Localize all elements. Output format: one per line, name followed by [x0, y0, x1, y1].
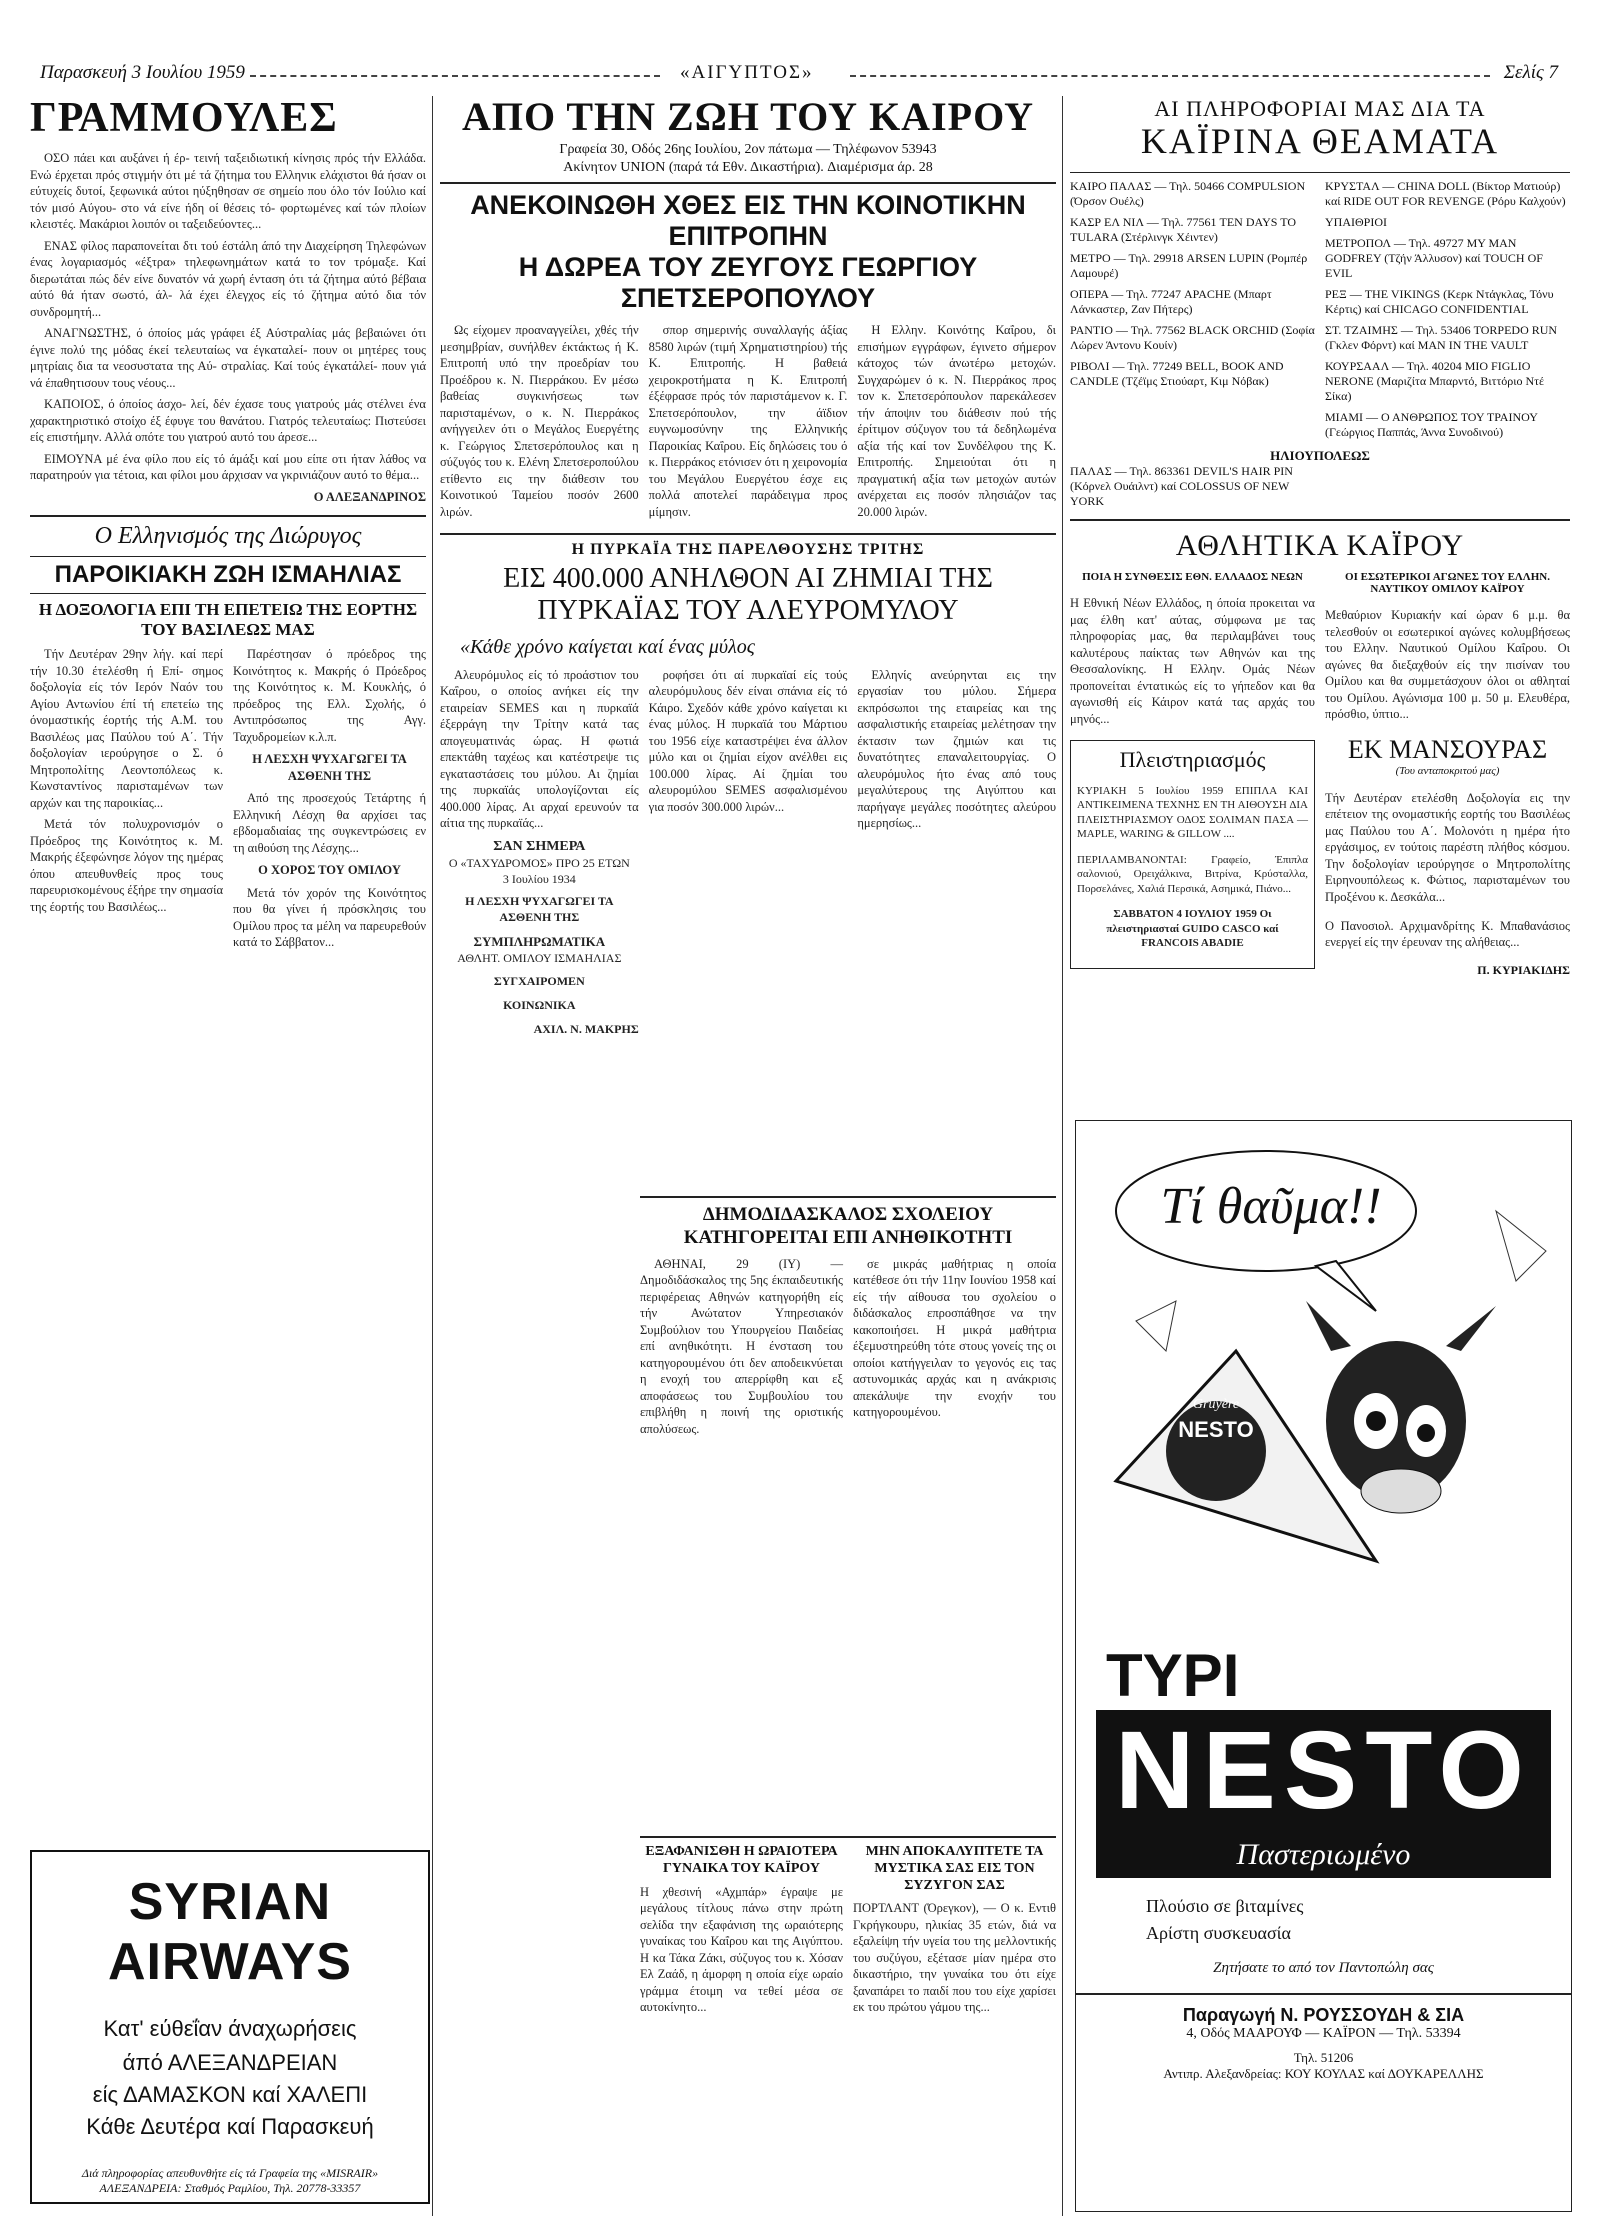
column-left	[30, 96, 426, 1836]
column-rule	[1062, 96, 1063, 2216]
ad-feature: Πλούσιο σε βιταμίνες	[1146, 1896, 1304, 1916]
cinema-item: ΡΕΞ — THE VIKINGS (Κερκ Ντάγκλας, Τόνυ Κέρτις) καί CHICAGO CONFIDENTIAL	[1325, 286, 1554, 316]
column-right	[1070, 96, 1570, 1116]
sports-body	[1070, 571, 1570, 979]
masthead-rule-left	[250, 75, 660, 77]
paragraph: σε μικράς μαθήτριας η οποία κατέθεσε ότι τήν 11ην Ιουνίου 1958 καί είς τήν αίθουσα του σχολείου ο διδάσκαλος επροσπάθησε να την κακοποιήσει. Η μικρά μαθήτρια έξεμυστηρεύθη τότε στους γονείς της οι οποίοι κατήγγειλαν το γεγονός εις τας αστυνομικάς αρχάς και η ανάκρισις απεκάλυψε την ενοχήν του κατηγορουμένου.	[853, 1256, 1056, 1420]
paragraph: ΠΟΡΤΛΑΝΤ (Όρεγκον), — Ο κ. Εντιθ Γκρήγκουρυ, ηλικίας 35 ετών, διά να εξαλείψη τήν υγεία του της μελλοντικής του συζύγου, εξέτασε μίαν ημέρα στο δικαστήριο, την γυναίκα του ότι είχε ξαναπάρει το παιδί που του είχε χαρίσει εκ του πρώτου γάμου της...	[853, 1901, 1056, 2015]
cinema-item: ΚΡΥΣΤΑΛ — CHINA DOLL (Βίκτορ Ματιούρ) καί RIDE OUT FOR REVENGE (Ρόρυ Καλχούν)	[1325, 178, 1566, 208]
subheading: ΣΥΓΧΑΙΡΟΜΕΝ	[493, 974, 585, 989]
ad-brand: NESTO	[1096, 1710, 1551, 1832]
masthead	[40, 62, 1558, 88]
paragraph: Ως είχομεν προαναγγείλει, χθές τήν μεσημβρίαν, συνήλθεν έκτάκτως ή Κ. Επιτροπή υπό την προεδρίαν του Προέδρου κ. Ν. Πιερράκου. Εν μέσω βαθείας συγκινήσεως των παρισταμένων, ο κ. Ν. Πιερράκος ανήγγειλεν ότι ο Μεγάλος Ευεργέτης κ. Γεώργιος Σπετσερόπουλος και η σύζυγός του κ. Ελένη Σπετσεροπούλου ετίθεντο εις την διάθεσιν του Κοινοτικού Ταμείου ποσόν 2600 λιρών.	[440, 323, 639, 519]
paragraph: Από της προσεχούς Τετάρτης ή Ελληνική Λέσχη θα αρχίσει τας εβδομαδιαίας της συγκεντρώσεις εν τη αιθούση της Λέσχης...	[233, 791, 426, 855]
cinema-head: ΑΙ ΠΛΗΡΟΦΟΡΙΑΙ ΜΑΣ ΔΙΑ ΤΑ	[1154, 96, 1486, 121]
cinema-title: ΚΑΪΡΙΝΑ ΘΕΑΜΑΤΑ	[1140, 121, 1500, 161]
cinema-listings	[1070, 172, 1570, 446]
paragraph: σπορ σημερινής συναλλαγής άξίας 8580 λιρών (τιμή Χρηματιστηρίου) τής Κ. Επιτροπής. Η βαθειά χειροκροτήματα η Κ. Επιτροπή έξέφρασε πρός τόν παριστάμενον κ. Γ. Σπετσερόπουλον, την άϊδιον ευγνωμοσύνην της Ελληνικής Παροικίας Καΐρου. Είς δηλώσεις του ό κ. Πιερράκος ετόνισεν ότι η χειρονομία του Μεγάλου Ευεργέτου έσχε εις πολλά αποτελεί παράδειγμα προς μίμησιν.	[648, 323, 848, 519]
ad-producer	[1076, 1993, 1571, 2082]
masthead-rule-right	[850, 75, 1490, 77]
cinema-item: ΣΤ. ΤΖΑΙΜΗΣ — Τηλ. 53406 TORPEDO RUN (Γκλεν Φόρντ) καί MAN IN THE VAULT	[1325, 322, 1558, 352]
paragraph: ΣΑΒΒΑΤΟΝ 4 ΙΟΥΛΙΟΥ 1959 Οι πλειστηριασταί GUIDO CASCO καί FRANCOIS ABADIE	[1106, 908, 1279, 950]
article-secrets	[853, 1844, 1056, 2028]
paragraph: Η χθεσινή «Αχμπάρ» έγραψε με μεγάλους τίτλους πάνω στην πρώτη σελίδα την εξαφάνιση της ωραιότερης γυναίκας του Καΐρου και της Αιγύπτου. Η κα Τάκα Ζάκι, σύζυγος του κ. Χόσαν Ελ Ζαάδ, η άμορφη η οποία είχε ωραίο γράμμα έτοιμη να τεθεί μέσα σε αυτοκίνητο...	[640, 1884, 843, 2015]
article-dorea	[440, 182, 1056, 525]
paragraph: Τήν Δευτέραν ετελέσθη Δοξολογία εις την επέτειον της ονομαστικής εορτής του Βασιλέως μας Παύλου του Α΄. Μολονότι η ημέρα ήτο εργάσιμος, εν τούτοις παρέστη πλήθος κόσμου. Την δοξολογίαν ιερούργησε ο Μητροπολίτης Ειρηνουπόλεως κ. Φώτιος, παρισταμένων του Προξένου κ. Δεσκάλα...	[1325, 790, 1570, 904]
text-column	[1070, 571, 1315, 979]
cinema-item: ΚΑΣΡ ΕΛ ΝΙΛ — Τηλ. 77561 TEN DAYS TO TULARA (Στέρλινγκ Χέιντεν)	[1070, 214, 1296, 244]
text-column	[440, 667, 639, 1038]
ad-tel: Τηλ. 51206	[1293, 2050, 1354, 2065]
cinema-list-right	[1325, 179, 1570, 446]
text-column	[857, 667, 1056, 1038]
column-rule	[432, 96, 433, 2216]
cinema-item: ΜΕΤΡΟ — Τηλ. 29918 ARSEN LUPIN (Ρομπέρ Λαμουρέ)	[1070, 250, 1308, 280]
cinema-item: ΡΑΝΤΙΟ — Τηλ. 77562 BLACK ORCHID (Σοφία Λώρεν Άντονυ Κουίν)	[1070, 322, 1315, 352]
subheading: ΣΥΜΠΛΗΡΩΜΑΤΙΚΑ	[473, 934, 606, 950]
paragraph: ΚΥΡΙΑΚΗ 5 Ιουλίου 1959 ΕΠΙΠΛΑ ΚΑΙ ΑΝΤΙΚΕΙΜΕΝΑ ΤΕΧΝΗΣ ΕΝ ΤΗ ΑΙΘΟΥΣΗ ΔΙΑ ΠΛΕΙΣΤΗΡΙΑΣΜΟΥ ΟΔΟΣ ΣΟΛΙΜΑΝ ΠΑΣΑ — MAPLE, WARING & GILLOW ....	[1077, 784, 1308, 841]
masthead-paper: «ΑΙΓΥΠΤΟΣ»	[680, 62, 814, 83]
article-headline: ΑΝΕΚΟΙΝΩΘΗ ΧΘΕΣ ΕΙΣ ΤΗΝ ΚΟΙΝΟΤΙΚΗΝ ΕΠΙΤΡΟΠΗΝ	[470, 190, 1026, 252]
ad-representative: Αντιπρ. Αλεξανδρείας: ΚΟΥ ΚΟΥΛΑΣ καί ΔΟΥΚΑΡΕΛΛΗΣ	[1163, 2066, 1484, 2081]
sports-title: ΑΘΛΗΤΙΚΑ ΚΑΪΡΟΥ	[1175, 528, 1465, 562]
paragraph: ΑΝΑΓΝΩΣΤΗΣ, ό όποίος μάς γράφει έξ Αύστραλίας μάς βεβαιώνει ότι έγινε πολύ της μόδας έκεί τελευταίως να έγκαταλεί- πουν οι μητέρες τους μητρίαις δια τα νεοσυστατα της Αύ- στραλίας. Καί τούς έγκατάλεί- πουν γιά νά έπαθητισουν τους νέους...	[30, 326, 426, 390]
paragraph: Αλευρόμυλος είς τό προάστιον του Καΐρου, ο οποίος ανήκει είς την εταιρείαν SEMES και η πυρκαϊά έξερράγη την Τρίτην κατά τας απογευματινάς ώρας. Η φωτιά επεκτάθη ταχέως και κατέστρεψε τις εγκαταστάσεις του μύλου. Αι ζημίαι της πυρκαϊάς υπολογίζονται είς 400.000 λίρας. Αι αρχαί ερευνούν τα αίτια της πυρκαϊάς...	[440, 667, 639, 831]
ad-pasteurized: Παστεριωμένο	[1096, 1832, 1551, 1878]
ad-footer: Διά πληροφορίας απευθυνθήτε είς τά Γραφεία της «MISRAIR» ΑΛΕΞΑΝΔΡΕΙΑ: Σταθμός Ραμλίου, Τηλ. 20778-33357	[81, 2166, 379, 2195]
signature: ΑΧΙΛ. Ν. ΜΑΚΡΗΣ	[533, 1021, 639, 1036]
article-vanished	[640, 1844, 843, 2028]
cinema-item: ΠΑΛΑΣ — Τηλ. 863361 DEVIL'S HAIR PIN (Κόρνελ Ουάιλντ) καί COLOSSUS OF NEW YORK	[1070, 463, 1293, 508]
cinema-item: ΥΠΑΙΘΡΙΟΙ	[1325, 214, 1387, 229]
paragraph: Η Εθνική Νέων Ελλάδος, η όποία προκειται να μας έλθη κατ' αύτας, σύμφωνα με τας πληροφορίας μας, θα περιλαμβάνει τους καλυτέρους παίκτας των Αθηνών και της Θεσσαλονίκης. Η Ελλην. Ομάς Νέων προπονείται έντατικώς είς το γήπεδον και θα αγωνισθή είς Κάιρον κατά τας αρχάς του μηνός...	[1070, 596, 1315, 726]
cinema-item: ΜΕΤΡΟΠΟΛ — Τηλ. 49727 MY MAN GODFREY (Τζήν Άλλυσον) καί TOUCH OF EVIL	[1325, 235, 1543, 280]
cinema-item: ΚΟΥΡΣΑΑΛ — Τηλ. 40204 MIO FIGLIO NERONE (Μαριζίτα Μπαρντό, Βιττόριο Ντέ Σίκα)	[1325, 358, 1545, 403]
column-middle	[440, 96, 1056, 2214]
paragraph: ΕΙΜΟΥΝΑ μέ ένα φίλο που είς τό άμάξι καί μου είπε οτι ήταν λάθος να παρατηρούν για τέτοια, και φίλοι μου άρχισαν να γκρινιάζουν αυτό το θέμα...	[30, 451, 426, 483]
article-headline: ΜΗΝ ΑΠΟΚΑΛΥΠΤΕΤΕ ΤΑ ΜΥΣΤΙΚΑ ΣΑΣ ΕΙΣ ΤΟΝ ΣΥΖΥΓΟΝ ΣΑΣ	[865, 1844, 1044, 1893]
cheese-brand: NESTO	[1178, 1417, 1254, 1442]
ad-tyri: ΤΥΡΙ	[1106, 1642, 1240, 1709]
signature: Ο ΑΛΕΞΑΝΔΡΙΝΟΣ	[313, 489, 426, 504]
paragraph: ροφήσει ότι αί πυρκαϊαί είς τούς αλευρόμυλους δέν είναι σπάνια είς τό Κάιρο. Σχεδόν κάθε χρόνο καίγεται κι ένας μύλος. Η πυρκαϊά του Μάρτιου του 1956 είχε καταστρέψει ένα άλλον μύλο και οι ζημίαι είχον ανέλθει εις 100.000 λίρας. Αί ζημίαι του αλευρομύλου SEMES ασφαλισμένου για ποσόν 300.000 λιρών...	[648, 667, 848, 814]
cinema-subheading: ΗΛΙΟΥΠΟΛΕΩΣ	[1270, 447, 1370, 463]
ad-brand: SYRIAN AIRWAYS	[108, 1873, 352, 1991]
paragraph: Μετά τόν χορόν της Κοινότητος που θα γίνει ή πρόσκλησις του Ομίλου προς τα μέλη να παρευρεθούν κατά το Σάββατον...	[233, 885, 426, 950]
paragraph: ΑΘΗΝΑΙ, 29 (ΙΥ) — Δημοδιδάσκαλος της 5ης έκπαιδευτικής περιφέρειας Αθηνών κατηγορήθη είς τήν Ανώτατον Υπηρεσιακόν Συμβούλιον του Υπουργείου Παιδείας επί ανηθικότητι. Η ένσταση του κατηγορουμένου ότι δεν αποδεικνύεται η ενοχή του απερρίφθη και εξ αποφάσεως του Συμβουλίου του επιβλήθη η ποινή της οριστικής απολύσεως.	[640, 1256, 843, 1436]
paragraph: Μεθαύριον Κυριακήν καί ώραν 6 μ.μ. θα τελεσθούν οι εσωτερικοί αγώνες κολυμβήσεως του Ελλην. Ναυτικού Ομίλου Καΐρου. Οι αγώνες θα διεξαχθούν είς την πισίναν του Ομίλου και θα συμμετάσχουν όλοι οι αθληταί του Ομίλου. Αγώνισμα 100 μ. 50 μ. Ελευθέρα, πρόσθιο, ύπτιο...	[1325, 608, 1570, 722]
subheading: ΠΟΙΑ Η ΣΥΝΘΕΣΙΣ ΕΘΝ. ΕΛΛΑΔΟΣ ΝΕΩΝ	[1082, 570, 1303, 583]
paragraph: ΚΑΠΟΙΟΣ, ό όποίος άσχο- λεί, δέν έχασε τους γιατρούς μάς στέλνει ένα χαρακτηριστικό στοίχο έξ έφυγε του θανάτου. Γιατρός τελευταίως: Πιστεύσει είς επιστήμην. Αλλά οπότε του γιατρού αυτό του άρεσε...	[30, 397, 426, 445]
article-fire	[440, 533, 1056, 1038]
subheading: Η ΛΕΣΧΗ ΨΥΧΑΓΩΓΕΙ ΤΑ ΑΣΘΕΝΗ ΤΗΣ	[252, 752, 407, 783]
text-column	[1325, 571, 1570, 979]
section-ismailia	[30, 515, 426, 951]
column-text	[30, 646, 426, 951]
article-headline: ΔΗΜΟΔΙΔΑΣΚΑΛΟΣ ΣΧΟΛΕΙΟΥ ΚΑΤΗΓΟΡΕΙΤΑΙ ΕΠΙ ΑΝΗΘΙΚΟΤΗΤΙ	[683, 1204, 1013, 1248]
section-title: ΑΠΟ ΤΗΝ ΖΩΗ ΤΟΥ ΚΑΙΡΟΥ	[461, 96, 1035, 139]
cinema-item: ΡΙΒΟΛΙ — Τηλ. 77249 BELL, BOOK AND CANDLE (Τζέϊμς Στιούαρτ, Κιμ Νόβακ)	[1070, 358, 1284, 388]
section-subtitle: Γραφεία 30, Οδός 26ης Ιουλίου, 2ον πάτωμα — Τηλέφωνον 53943	[559, 142, 937, 157]
cheese-label: Gruyère	[1192, 1397, 1240, 1412]
paragraph: ΕΝΑΣ φίλος παραπονείται δτι τού έστάλη άπό την Διαχείρηση Τηλεφώνων ένας λογαριασμός «έξτρα» τηλεφωνημάτων κατά το τον τρόμαξε. Καί διερωτάται πώς δέν είνε δυνατόν νά χωρή ένταση ότι τά ζήτημα αύτό βέβαια αύτό θά ήταν σωστό, άλ- λά έχει έλεγχος είς τό ζήτημα αύτό δια τόν συνδρομητή...	[30, 238, 426, 319]
ad-line: Κάθε Δευτέρα καί Παρασκευή	[86, 2114, 374, 2139]
paragraph: ΠΕΡΙΛΑΜΒΑΝΟΝΤΑΙ: Γραφείο, Έπιπλα σαλονιού, Ορειχάλκινα, Βιτρίνα, Κρύσταλλα, Πορσελάνες, Χαλιά Περσικά, Ασημικά, Πιάνο...	[1077, 853, 1308, 895]
section-subheading: ΠΑΡΟΙΚΙΑΚΗ ΖΩΗ ΙΣΜΑΗΛΙΑΣ	[30, 556, 426, 594]
paragraph: Ελληνίς ανεύρηνται εις την εργασίαν του μύλου. Σήμερα εκπρόσωποι της εταιρείας και της ασφαλιστικής εταιρείας μελέτησαν την έκτασιν των ζημιών και τις δυνατότητες επαναλειτουργίας. Ο αλευρόμυλος ήτο ένας από τους μεγαλύτερους της Αιγύπτου και παρήγαγε μεγάλες ποσότητες αλεύρου ημερησίως...	[857, 667, 1056, 831]
paragraph: Ο Πανοσιολ. Αρχιμανδρίτης Κ. Μπαθανάσιος ενεργεί είς την έρευναν της αλήθειας...	[1325, 918, 1570, 950]
ad-line: άπό ΑΛΕΞΑΝΔΡΕΙΑΝ	[122, 2050, 338, 2075]
article-kicker: Η ΠΥΡΚΑΪΑ ΤΗΣ ΠΑΡΕΛΘΟΥΣΗΣ ΤΡΙΤΗΣ	[571, 541, 925, 559]
paragraph: Μετά τόν πολυχρονισμόν ο Πρόεδρος της Κοινότητος κ. Μ. Μακρής έξεφώνησε λόγον της ημέρας όπου απευθυνθείς προς τους παρευρισκομένους έξήρε την σημασία της έορτής του Βασιλέως...	[30, 817, 223, 914]
signature: Π. ΚΥΡΙΑΚΙΔΗΣ	[1477, 963, 1570, 978]
article-body	[440, 667, 1056, 1038]
subheading: 3 Ιουλίου 1934	[502, 871, 576, 886]
article-headline: ΕΞΑΦΑΝΙΣΘΗ Η ΩΡΑΙΟΤΕΡΑ ΓΥΝΑΙΚΑ ΤΟΥ ΚΑΪΡΟΥ	[645, 1844, 838, 1876]
ad-feature: Αρίστη συσκευασία	[1146, 1923, 1291, 1943]
cinema-item: ΜΙΑΜΙ — Ο ΑΝΘΡΩΠΟΣ ΤΟΥ ΤΡΑΙΝΟΥ (Γεώργιος Παππάς, Άννα Συνοδινού)	[1325, 409, 1538, 439]
section-title: ΓΡΑΜΜΟΥΛΕΣ	[30, 96, 338, 141]
masthead-date: Παρασκευή 3 Ιουλίου 1959	[40, 62, 245, 83]
articles-bottom	[640, 1836, 1056, 2028]
cinema-list-left	[1070, 179, 1315, 446]
article-body	[640, 1256, 1056, 1443]
article-quote: «Κάθε χρόνο καίγεται καί ένας μύλος	[460, 635, 755, 658]
section-subtitle: Ακίνητον UNION (παρά τά Εθν. Δικαστήρια). Διαμέρισμα άρ. 28	[563, 160, 933, 175]
nesto-cheese-ad	[1075, 1120, 1572, 2212]
subheading: Ο ΧΟΡΟΣ ΤΟΥ ΟΜΙΛΟΥ	[258, 863, 401, 878]
paragraph: Παρέστησαν ό πρόεδρος της Κοινότητος κ. Μακρής ό Πρόεδρος της Κοινότητος κ. Μ. Κουκλής, ό πρόεδρος της Ελλ. Σχολής, ό Αντιπρόσωπος της Αγγ. Ταχυδρομείων κ.λ.π.	[233, 647, 426, 744]
nesto-text-block	[1076, 1641, 1571, 2211]
text-column	[649, 667, 848, 1038]
producer-name: Παραγωγή Ν. ΡΟΥΣΣΟΥΔΗ & ΣΙΑ	[1182, 2005, 1465, 2025]
subheading: Ο «ΤΑΧΥΔΡΟΜΟΣ» ΠΡΟ 25 ΕΤΩΝ	[448, 856, 630, 871]
subheading: (Του ανταποκριτού μας)	[1395, 765, 1500, 778]
producer-address: 4, Οδός ΜΑΑΡΟΥΦ — ΚΑΪΡΟΝ — Τηλ. 53394	[1186, 2026, 1461, 2041]
cinema-item: ΟΠΕΡΑ — Τηλ. 77247 APACHE (Μπαρτ Λάνκαστερ, Ζαν Πήτερς)	[1070, 286, 1272, 316]
article-teacher	[640, 1196, 1056, 1442]
subheading: ΑΘΛΗΤ. ΟΜΙΛΟΥ ΙΣΜΑΗΛΙΑΣ	[457, 950, 622, 965]
subheading: ΣΑΝ ΣΗΜΕΡΑ	[493, 838, 586, 854]
article-headline: Η ΔΟΞΟΛΟΓΙΑ ΕΠΙ ΤΗ ΕΠΕΤΕΙΩ ΤΗΣ ΕΟΡΤΗΣ ΤΟΥ ΒΑΣΙΛΕΩΣ ΜΑΣ	[38, 600, 418, 640]
syrian-airways-ad	[30, 1850, 430, 2204]
subheading: Η ΛΕΣΧΗ ΨΥΧΑΓΩΓΕΙ ΤΑ ΑΣΘΕΝΗ ΤΗΣ	[465, 893, 614, 924]
article-headline: Η ΔΩΡΕΑ ΤΟΥ ΖΕΥΓΟΥΣ ΓΕΩΡΓΙΟΥ ΣΠΕΤΣΕΡΟΠΟΥΛΟΥ	[518, 252, 978, 314]
ad-line: είς ΔΑΜΑΣΚΟΝ καί ΧΑΛΕΠΙ	[92, 2082, 368, 2107]
paragraph: ΟΣΟ πάει και αυξάνει ή έρ- τεινή ταξειδιωτική κίνησις πρός τήν Ελλάδα. Ενώ έρχεται πρός στιγμήν ότι μέ τά ζήτημα του Ελληνικ ελάχιστοι θά ήσαν οι εύτυχείς δυτοί, ξεφωνικά αύτοι ηύξηθησαν σε σημείο που όλο τόν Ιούλιο καί τόν μισό Αύγου- στο νά είνε ήδη οί θέσεις τό- φορτωμένες καί τών πλοίων κλειστές. Μακάριοι λοιπόν οι ταξειδεύοντες...	[30, 151, 426, 232]
section-heading: Ο Ελληνισμός της Διώρυγος	[94, 523, 362, 550]
article-headline: ΕΙΣ 400.000 ΑΝΗΛΘΟΝ ΑΙ ΖΗΜΙΑΙ ΤΗΣ ΠΥΡΚΑΪΑΣ ΤΟΥ ΑΛΕΥΡΟΜΥΛΟΥ	[503, 563, 993, 627]
paragraph: Η Ελλην. Κοινότης Καΐρου, δι επισήμων εγγράφων, έγινετο σήμερον κάτοχος τών άνωτέρω μετοχών. Συγχαρώμεν ό κ. Ν. Πιερράκος προς τον κ. Σπετσερόπουλον παρεκάλεσεν τήν άποψιν του διάθεσιν πού τής έρίτιμον σύζυγον του τά δεδηλωμένα αξία τής καί τον Συνδέλφου της Κ. Επιτροπής. Σημειούται ότι η πραγματική αξία των μετοχών αυτών ανέρχεται εις ποσόν πλησιάζον τας 20.000 λιρών.	[857, 323, 1056, 519]
nesto-badge	[1166, 1401, 1266, 1501]
auction-box	[1070, 740, 1315, 969]
mansoura-title: ΕΚ ΜΑΝΣΟΥΡΑΣ	[1347, 735, 1548, 765]
ad-line: Κατ' εύθεΐαν άναχωρήσεις	[103, 2016, 357, 2041]
ad-ask: Ζητήσατε το από τον Παντοπώλη σας	[1213, 1960, 1434, 1976]
column-text	[30, 150, 426, 505]
masthead-page: Σελίς 7	[1503, 62, 1558, 83]
auction-title: Πλειστηριασμός	[1119, 746, 1266, 772]
article-body	[440, 322, 1056, 525]
subheading: ΟΙ ΕΣΩΤΕΡΙΚΟΙ ΑΓΩΝΕΣ ΤΟΥ ΕΛΛΗΝ. ΝΑΥΤΙΚΟΥ ΟΜΙΛΟΥ ΚΑΪΡΟΥ	[1345, 570, 1550, 595]
ad-script: Τί θαῦμα!!	[1160, 1178, 1382, 1235]
paragraph: Τήν Δευτέραν 29ην λήγ. καί περί τήν 10.30 έτελέσθη ή Επί- σημος δοξολογία είς τόν Ιερόν Ναόν του Αγίου Αντωνίου έπί τή επετείω της όνομαστικής έορτής τής Α.Μ. του Βασιλέως μας Παύλου τού Α΄. Τήν δοξολογίαν ιερούργησε ο Σ. ό Μητροπολίτης Λεοντοπόλεως κ. Κωνσταντίνος παρισταμένων των αρχών και της παροικίας...	[30, 647, 223, 810]
subheading: ΚΟΙΝΩΝΙΚΑ	[503, 998, 576, 1013]
sports-section	[1070, 519, 1570, 979]
cinema-item: ΚΑΙΡΟ ΠΑΛΑΣ — Τηλ. 50466 COMPULSION (Όρσον Ουέλς)	[1070, 178, 1306, 208]
